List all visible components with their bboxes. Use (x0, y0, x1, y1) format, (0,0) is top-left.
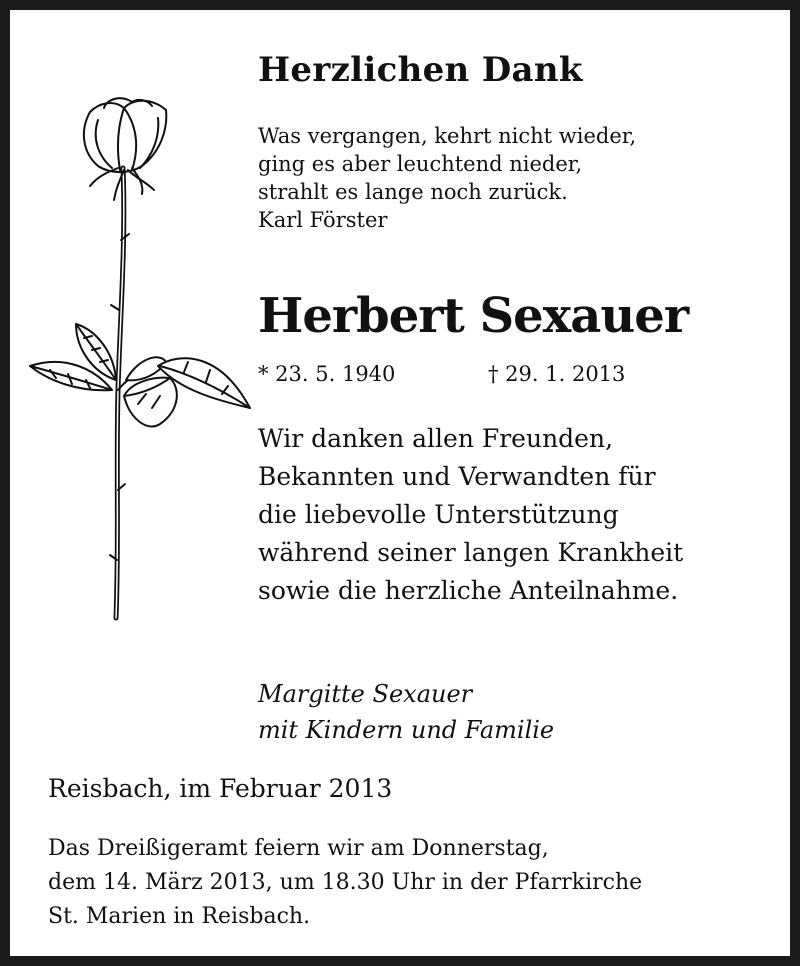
birth-date: * 23. 5. 1940 (258, 362, 396, 386)
poem-line: ging es aber leuchtend nieder, (258, 152, 583, 176)
signature (258, 676, 554, 748)
poem-quote (258, 122, 636, 234)
signature-name: Margitte Sexauer (258, 680, 473, 708)
notice-line: dem 14. März 2013, um 18.30 Uhr in der Pfarrkirche (48, 870, 643, 895)
thanks-line: während seiner langen Krankheit (258, 538, 684, 567)
thanks-text (258, 420, 683, 610)
poem-author: Karl Förster (258, 208, 388, 232)
thanks-line: die liebevolle Unterstützung (258, 500, 619, 529)
rose-icon (20, 90, 260, 630)
thanks-line: sowie die herzliche Anteilnahme. (258, 576, 679, 605)
thanks-line: Bekannten und Verwandten für (258, 462, 656, 491)
poem-line: Was vergangen, kehrt nicht wieder, (258, 124, 637, 148)
poem-line: strahlt es lange noch zurück. (258, 180, 568, 204)
signature-family: mit Kindern und Familie (258, 716, 555, 744)
notice-line: St. Marien in Reisbach. (48, 904, 311, 929)
mass-notice (48, 832, 642, 934)
place-date: Reisbach, im Februar 2013 (48, 774, 393, 803)
thanks-line: Wir danken allen Freunden, (258, 424, 614, 453)
deceased-name: Herbert Sexauer (258, 288, 689, 344)
notice-line: Das Dreißigeramt feiern wir am Donnerstag, (48, 836, 549, 861)
life-dates (258, 362, 626, 386)
headline: Herzlichen Dank (258, 50, 583, 90)
death-date: † 29. 1. 2013 (488, 362, 626, 386)
